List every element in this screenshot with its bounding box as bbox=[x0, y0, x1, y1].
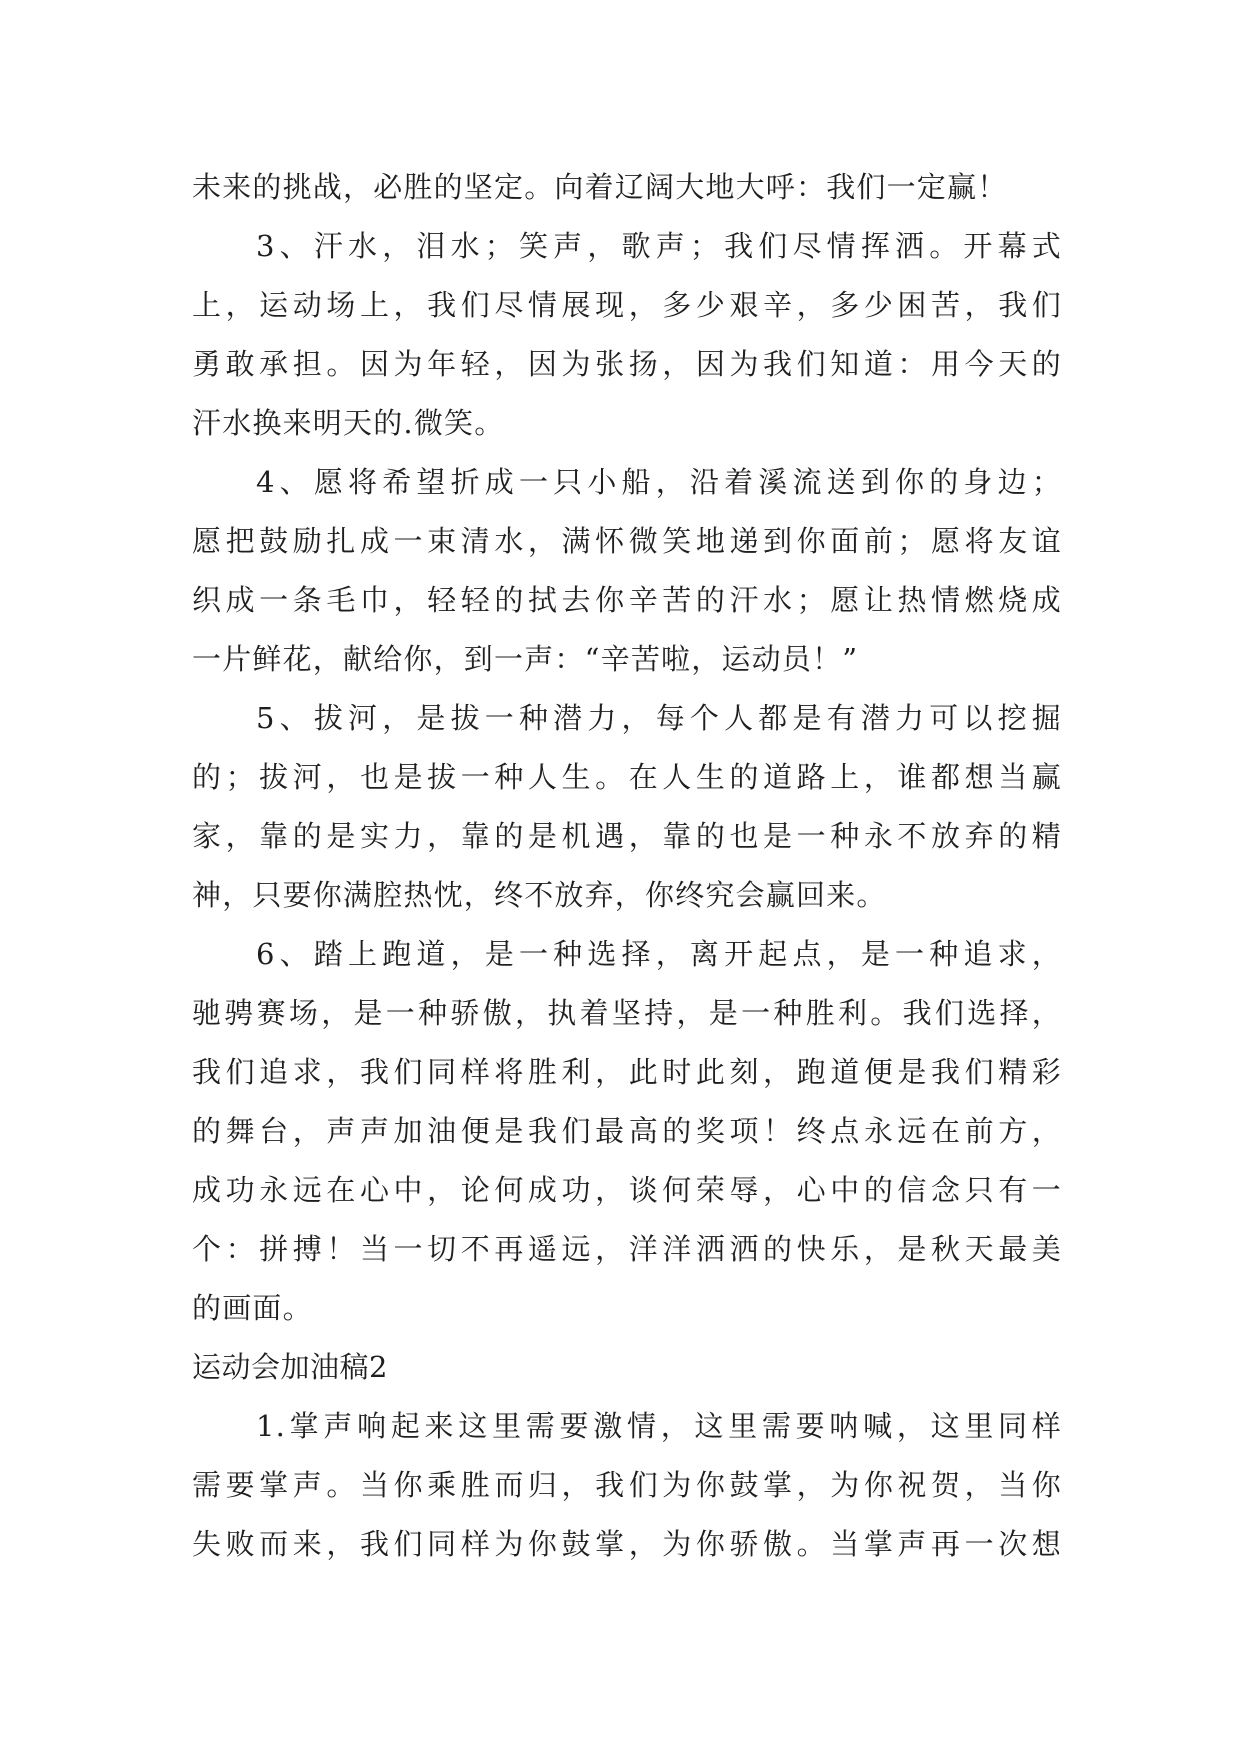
text-line: 勇敢承担。因为年轻，因为张扬，因为我们知道：用今天的 bbox=[192, 347, 1062, 381]
text-line: 的舞台，声声加油便是我们最高的奖项！终点永远在前方， bbox=[192, 1114, 1062, 1148]
text-line: 成功永远在心中，论何成功，谈何荣辱，心中的信念只有一 bbox=[192, 1173, 1062, 1207]
text-line: 织成一条毛巾，轻轻的拭去你辛苦的汗水；愿让热情燃烧成 bbox=[192, 583, 1062, 617]
text-line: 3、汗水，泪水；笑声，歌声；我们尽情挥洒。开幕式 bbox=[256, 229, 1062, 263]
text-line: 6、踏上跑道，是一种选择，离开起点，是一种追求， bbox=[256, 937, 1062, 971]
text-line: 上，运动场上，我们尽情展现，多少艰辛，多少困苦，我们 bbox=[192, 288, 1062, 322]
text-line: 1.掌声响起来这里需要激情，这里需要呐喊，这里同样 bbox=[256, 1409, 1062, 1443]
text-line: 未来的挑战，必胜的坚定。向着辽阔大地大呼：我们一定赢！ bbox=[192, 170, 1008, 204]
text-line: 需要掌声。当你乘胜而归，我们为你鼓掌，为你祝贺，当你 bbox=[192, 1468, 1062, 1502]
text-line: 愿把鼓励扎成一束清水，满怀微笑地递到你面前；愿将友谊 bbox=[192, 524, 1062, 558]
text-line: 失败而来，我们同样为你鼓掌，为你骄傲。当掌声再一次想 bbox=[192, 1527, 1062, 1561]
text-line: 我们追求，我们同样将胜利，此时此刻，跑道便是我们精彩 bbox=[192, 1055, 1062, 1089]
text-line: 5、拔河，是拔一种潜力，每个人都是有潜力可以挖掘 bbox=[256, 701, 1062, 735]
document-body bbox=[192, 158, 1062, 1574]
text-line: 的画面。 bbox=[192, 1291, 313, 1325]
text-line: 神，只要你满腔热忱，终不放弃，你终究会赢回来。 bbox=[192, 878, 887, 912]
text-line: 汗水换来明天的.微笑。 bbox=[192, 406, 505, 440]
text-line: 4、愿将希望折成一只小船，沿着溪流送到你的身边； bbox=[256, 465, 1062, 499]
text-line: 的；拔河，也是拔一种人生。在人生的道路上，谁都想当赢 bbox=[192, 760, 1062, 794]
text-line: 一片鲜花，献给你，到一声：“辛苦啦，运动员！” bbox=[192, 642, 859, 676]
text-line: 驰骋赛场，是一种骄傲，执着坚持，是一种胜利。我们选择， bbox=[192, 996, 1062, 1030]
section-heading: 运动会加油稿2 bbox=[192, 1350, 388, 1384]
text-line: 个：拼搏！当一切不再遥远，洋洋洒洒的快乐，是秋天最美 bbox=[192, 1232, 1062, 1266]
text-line: 家，靠的是实力，靠的是机遇，靠的也是一种永不放弃的精 bbox=[192, 819, 1062, 853]
